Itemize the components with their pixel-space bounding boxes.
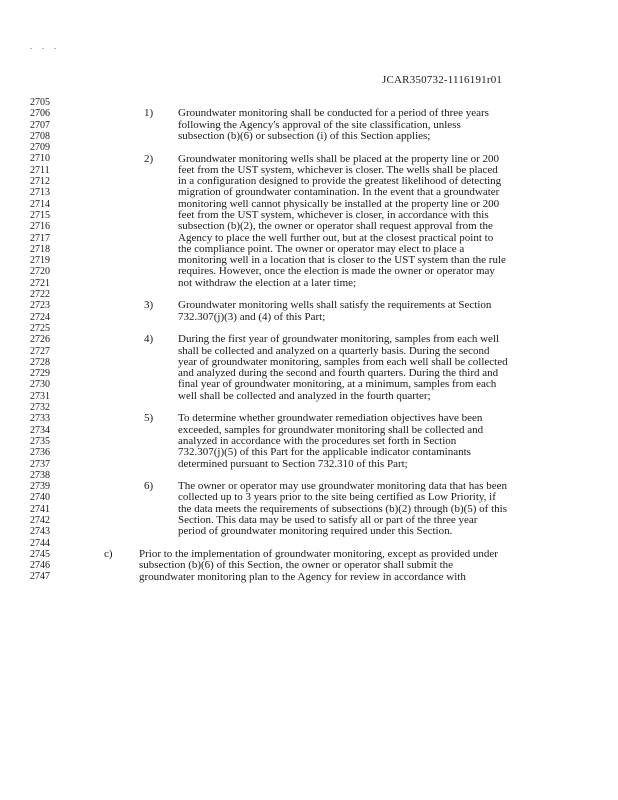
text-line: the compliance point. The owner or operator may elect to place a [178, 242, 465, 255]
item-marker: 6) [144, 480, 154, 493]
line-number: 2735 [30, 435, 50, 447]
text-line: To determine whether groundwater remediation objectives have been [178, 412, 483, 425]
line-number: 2744 [30, 537, 50, 549]
text-line: shall be collected and analyzed on a quarterly basis. During the second [178, 344, 490, 357]
item-marker: 4) [144, 333, 154, 346]
text-line: migration of groundwater contamination. In the event that a groundwater [178, 186, 500, 199]
line-number: 2707 [30, 119, 50, 131]
line-number: 2724 [30, 311, 50, 323]
item-marker: 2) [144, 152, 154, 165]
line-number: 2713 [30, 187, 50, 199]
text-line: Groundwater monitoring wells shall be placed at the property line or 200 [178, 152, 500, 165]
text-line: determined pursuant to Section 732.310 of this Part; [178, 457, 408, 470]
line-number: 2742 [30, 514, 50, 526]
line-number: 2716 [30, 221, 50, 233]
document-id: JCAR350732-1116191r01 [382, 74, 503, 86]
item-text [178, 481, 507, 537]
text-line: monitoring well in a location that is closer to the UST system than the rule [178, 254, 506, 267]
text-line: the data meets the requirements of subsections (b)(2) through (b)(5) of this [178, 502, 507, 515]
line-number: 2717 [30, 232, 50, 244]
line-number: 2740 [30, 492, 50, 504]
line-number: 2736 [30, 447, 50, 459]
text-line: Prior to the implementation of groundwater monitoring, except as provided under [139, 548, 498, 560]
text-line: The owner or operator may use groundwater monitoring data that has been [178, 480, 507, 493]
line-number: 2711 [30, 164, 50, 176]
line-number: 2708 [30, 130, 50, 142]
item-marker: c) [104, 548, 113, 560]
text-line: During the first year of groundwater monitoring, samples from each well [178, 333, 500, 346]
line-number: 2729 [30, 368, 50, 380]
line-number: 2733 [30, 413, 50, 425]
text-line: requires. However, once the election is made the owner or operator may [178, 265, 495, 278]
line-number: 2712 [30, 176, 50, 188]
line-number: 2725 [30, 322, 50, 334]
text-line: not withdraw the election at a later time; [178, 276, 357, 289]
text-line: and analyzed during the second and fourth quarters. During the third and [178, 367, 499, 380]
line-number: 2722 [30, 289, 50, 301]
text-line: final year of groundwater monitoring, at a minimum, samples from each [178, 378, 497, 391]
line-number: 2721 [30, 277, 50, 289]
line-number: 2747 [30, 571, 50, 583]
text-line: analyzed in accordance with the procedures set forth in Section [178, 434, 457, 447]
text-line: Groundwater monitoring wells shall satisfy the requirements at Section [178, 299, 492, 312]
scan-specks: . . . [30, 42, 60, 51]
line-number: 2715 [30, 209, 50, 221]
text-line: collected up to 3 years prior to the site being certified as Low Priority, if [178, 491, 496, 504]
line-number: 2706 [30, 108, 50, 120]
line-number: 2723 [30, 300, 50, 312]
line-number: 2730 [30, 379, 50, 391]
line-number: 2720 [30, 266, 50, 278]
line-number-column [30, 97, 60, 583]
item-text [178, 108, 489, 142]
text-line: 732.307(j)(5) of this Part for the applicable indicator contaminants [178, 446, 471, 459]
line-number: 2731 [30, 390, 50, 402]
text-line: subsection (b)(6) or subsection (i) of this Section applies; [178, 129, 431, 142]
text-line: groundwater monitoring plan to the Agency for review in accordance with [139, 570, 466, 583]
line-number: 2718 [30, 243, 50, 255]
line-number: 2732 [30, 402, 50, 414]
text-line: 732.307(j)(3) and (4) of this Part; [178, 310, 326, 323]
item-text [178, 334, 508, 402]
text-line: following the Agency's approval of the site classification, unless [178, 118, 461, 131]
line-number: 2709 [30, 142, 50, 154]
line-number: 2714 [30, 198, 50, 210]
item-marker: 1) [144, 107, 154, 120]
line-number: 2726 [30, 334, 50, 346]
text-line: Groundwater monitoring shall be conducted for a period of three years [178, 107, 489, 120]
item-text [178, 300, 491, 323]
line-number: 2728 [30, 356, 50, 368]
line-number: 2741 [30, 503, 50, 515]
text-line: feet from the UST system, whichever is closer. The wells shall be placed [178, 163, 498, 176]
line-number: 2738 [30, 469, 50, 481]
line-number: 2710 [30, 153, 50, 165]
text-line: feet from the UST system, whichever is closer, in accordance with this [178, 208, 489, 221]
line-number: 2739 [30, 481, 50, 493]
item-marker: 3) [144, 299, 154, 312]
line-number: 2743 [30, 526, 50, 538]
line-number: 2734 [30, 424, 50, 436]
text-line: period of groundwater monitoring required under this Section. [178, 525, 453, 538]
text-line: exceeded, samples for groundwater monitoring shall be collected and [178, 423, 484, 436]
text-line: in a configuration designed to provide the greatest likelihood of detecting [178, 175, 502, 188]
item-text [139, 549, 498, 583]
text-line: subsection (b)(2), the owner or operator shall request approval from the [178, 220, 493, 233]
text-line: well shall be collected and analyzed in the fourth quarter; [178, 389, 431, 402]
item-text [178, 413, 483, 469]
text-line: year of groundwater monitoring, samples from each well shall be collected [178, 355, 508, 368]
line-number: 2727 [30, 345, 50, 357]
line-number: 2719 [30, 255, 50, 267]
item-marker: 5) [144, 412, 154, 425]
line-number: 2737 [30, 458, 50, 470]
text-line: Agency to place the well further out, but at the closest practical point to [178, 231, 494, 244]
line-number: 2745 [30, 548, 50, 560]
line-number: 2746 [30, 560, 50, 572]
text-line: Section. This data may be used to satisfy all or part of the three year [178, 514, 478, 527]
item-text [178, 154, 506, 290]
line-number: 2705 [30, 97, 50, 108]
text-line: subsection (b)(6) of this Section, the owner or operator shall submit the [139, 559, 454, 572]
text-line: monitoring well cannot physically be installed at the property line or 200 [178, 197, 500, 210]
